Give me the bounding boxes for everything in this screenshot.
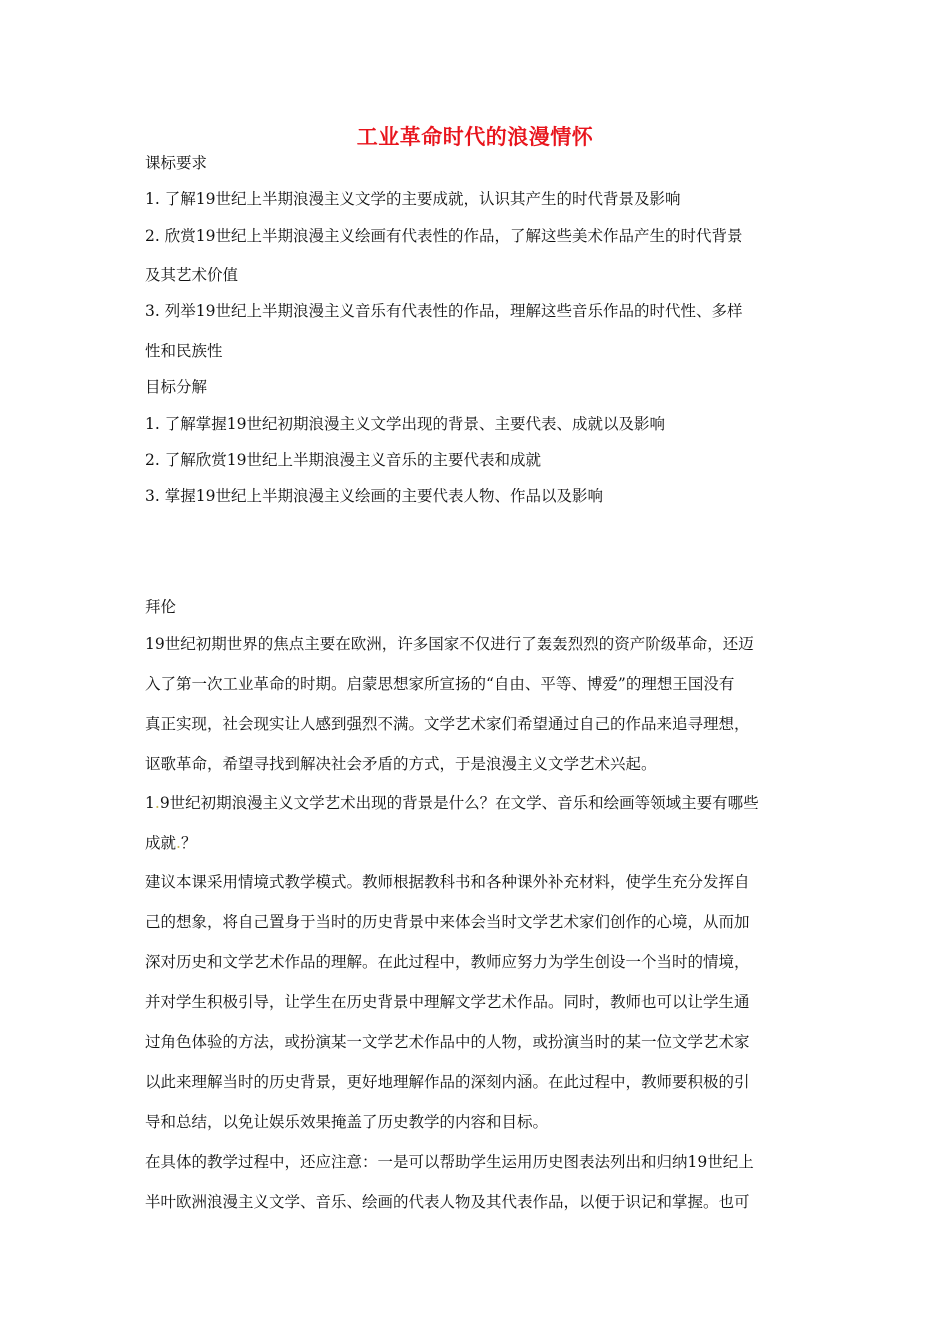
curriculum-item-3-cont: 性和民族性 xyxy=(145,342,223,360)
suggestion-paragraph-line: 以此来理解当时的历史背景，更好地理解作品的深刻内涵。在此过程中，教师要积极的引 xyxy=(145,1073,750,1091)
suggestion-paragraph-line: 建议本课采用情境式教学模式。教师根据教科书和各种课外补充材料，使学生充分发挥自 xyxy=(145,873,750,891)
byron-paragraph-line: 真正实现，社会现实让人感到强烈不满。文学艺术家们希望通过自己的作品来追寻理想， xyxy=(145,715,750,733)
mark-dot-icon: . xyxy=(176,834,181,852)
byron-heading: 拜伦 xyxy=(145,598,177,616)
goal-item-1: 1. 了解掌握19世纪初期浪漫主义文学出现的背景、主要代表、成就以及影响 xyxy=(145,415,665,433)
byron-paragraph-line: 讴歌革命，希望寻找到解决社会矛盾的方式，于是浪漫主义文学艺术兴起。 xyxy=(145,755,657,773)
curriculum-heading: 课标要求 xyxy=(145,154,208,172)
question-text: 9世纪初期浪漫主义文学艺术出现的背景是什么？在文学、音乐和绘画等领域主要有哪些 xyxy=(159,794,759,812)
document-title: 工业革命时代的浪漫情怀 xyxy=(356,124,594,149)
goals-heading: 目标分解 xyxy=(145,378,208,396)
curriculum-item-2: 2. 欣赏19世纪上半期浪漫主义绘画有代表性的作品，了解这些美术作品产生的时代背景 xyxy=(145,227,743,245)
curriculum-item-1: 1. 了解19世纪上半期浪漫主义文学的主要成就，认识其产生的时代背景及影响 xyxy=(145,190,681,208)
suggestion-paragraph-line: 己的想象，将自己置身于当时的历史背景中来体会当时文学艺术家们创作的心境，从而加 xyxy=(145,913,750,931)
question-line-2 xyxy=(145,832,815,854)
question-mark: ？ xyxy=(180,834,197,852)
suggestion-paragraph-line: 导和总结，以免让娱乐效果掩盖了历史教学的内容和目标。 xyxy=(145,1113,549,1131)
curriculum-item-3: 3. 列举19世纪上半期浪漫主义音乐有代表性的作品，理解这些音乐作品的时代性、多样 xyxy=(145,302,743,320)
suggestion-paragraph-line: 深对历史和文学艺术作品的理解。在此过程中，教师应努力为学生创设一个当时的情境， xyxy=(145,953,750,971)
goal-item-3: 3. 掌握19世纪上半期浪漫主义绘画的主要代表人物、作品以及影响 xyxy=(145,487,603,505)
process-paragraph-line: 在具体的教学过程中，还应注意：一是可以帮助学生运用历史图表法列出和归纳19世纪上 xyxy=(145,1153,754,1171)
curriculum-item-2-cont: 及其艺术价值 xyxy=(145,266,239,284)
byron-paragraph-line: 19世纪初期世界的焦点主要在欧洲，许多国家不仅进行了轰轰烈烈的资产阶级革命，还迈 xyxy=(145,635,754,653)
question-line-1 xyxy=(145,792,815,814)
question-prefix: 1 xyxy=(145,794,155,812)
goal-item-2: 2. 了解欣赏19世纪上半期浪漫主义音乐的主要代表和成就 xyxy=(145,451,541,469)
question-text-end: 成就 xyxy=(145,834,177,852)
suggestion-paragraph-line: 并对学生积极引导，让学生在历史背景中理解文学艺术作品。同时，教师也可以让学生通 xyxy=(145,993,750,1011)
byron-paragraph-line: 入了第一次工业革命的时期。启蒙思想家所宣扬的“自由、平等、博爱”的理想王国没有 xyxy=(145,675,735,693)
mark-dot-icon: . xyxy=(154,794,160,812)
process-paragraph-line: 半叶欧洲浪漫主义文学、音乐、绘画的代表人物及其代表作品，以便于识记和掌握。也可 xyxy=(145,1193,750,1211)
suggestion-paragraph-line: 过角色体验的方法，或扮演某一文学艺术作品中的人物，或扮演当时的某一位文学艺术家 xyxy=(145,1033,750,1051)
